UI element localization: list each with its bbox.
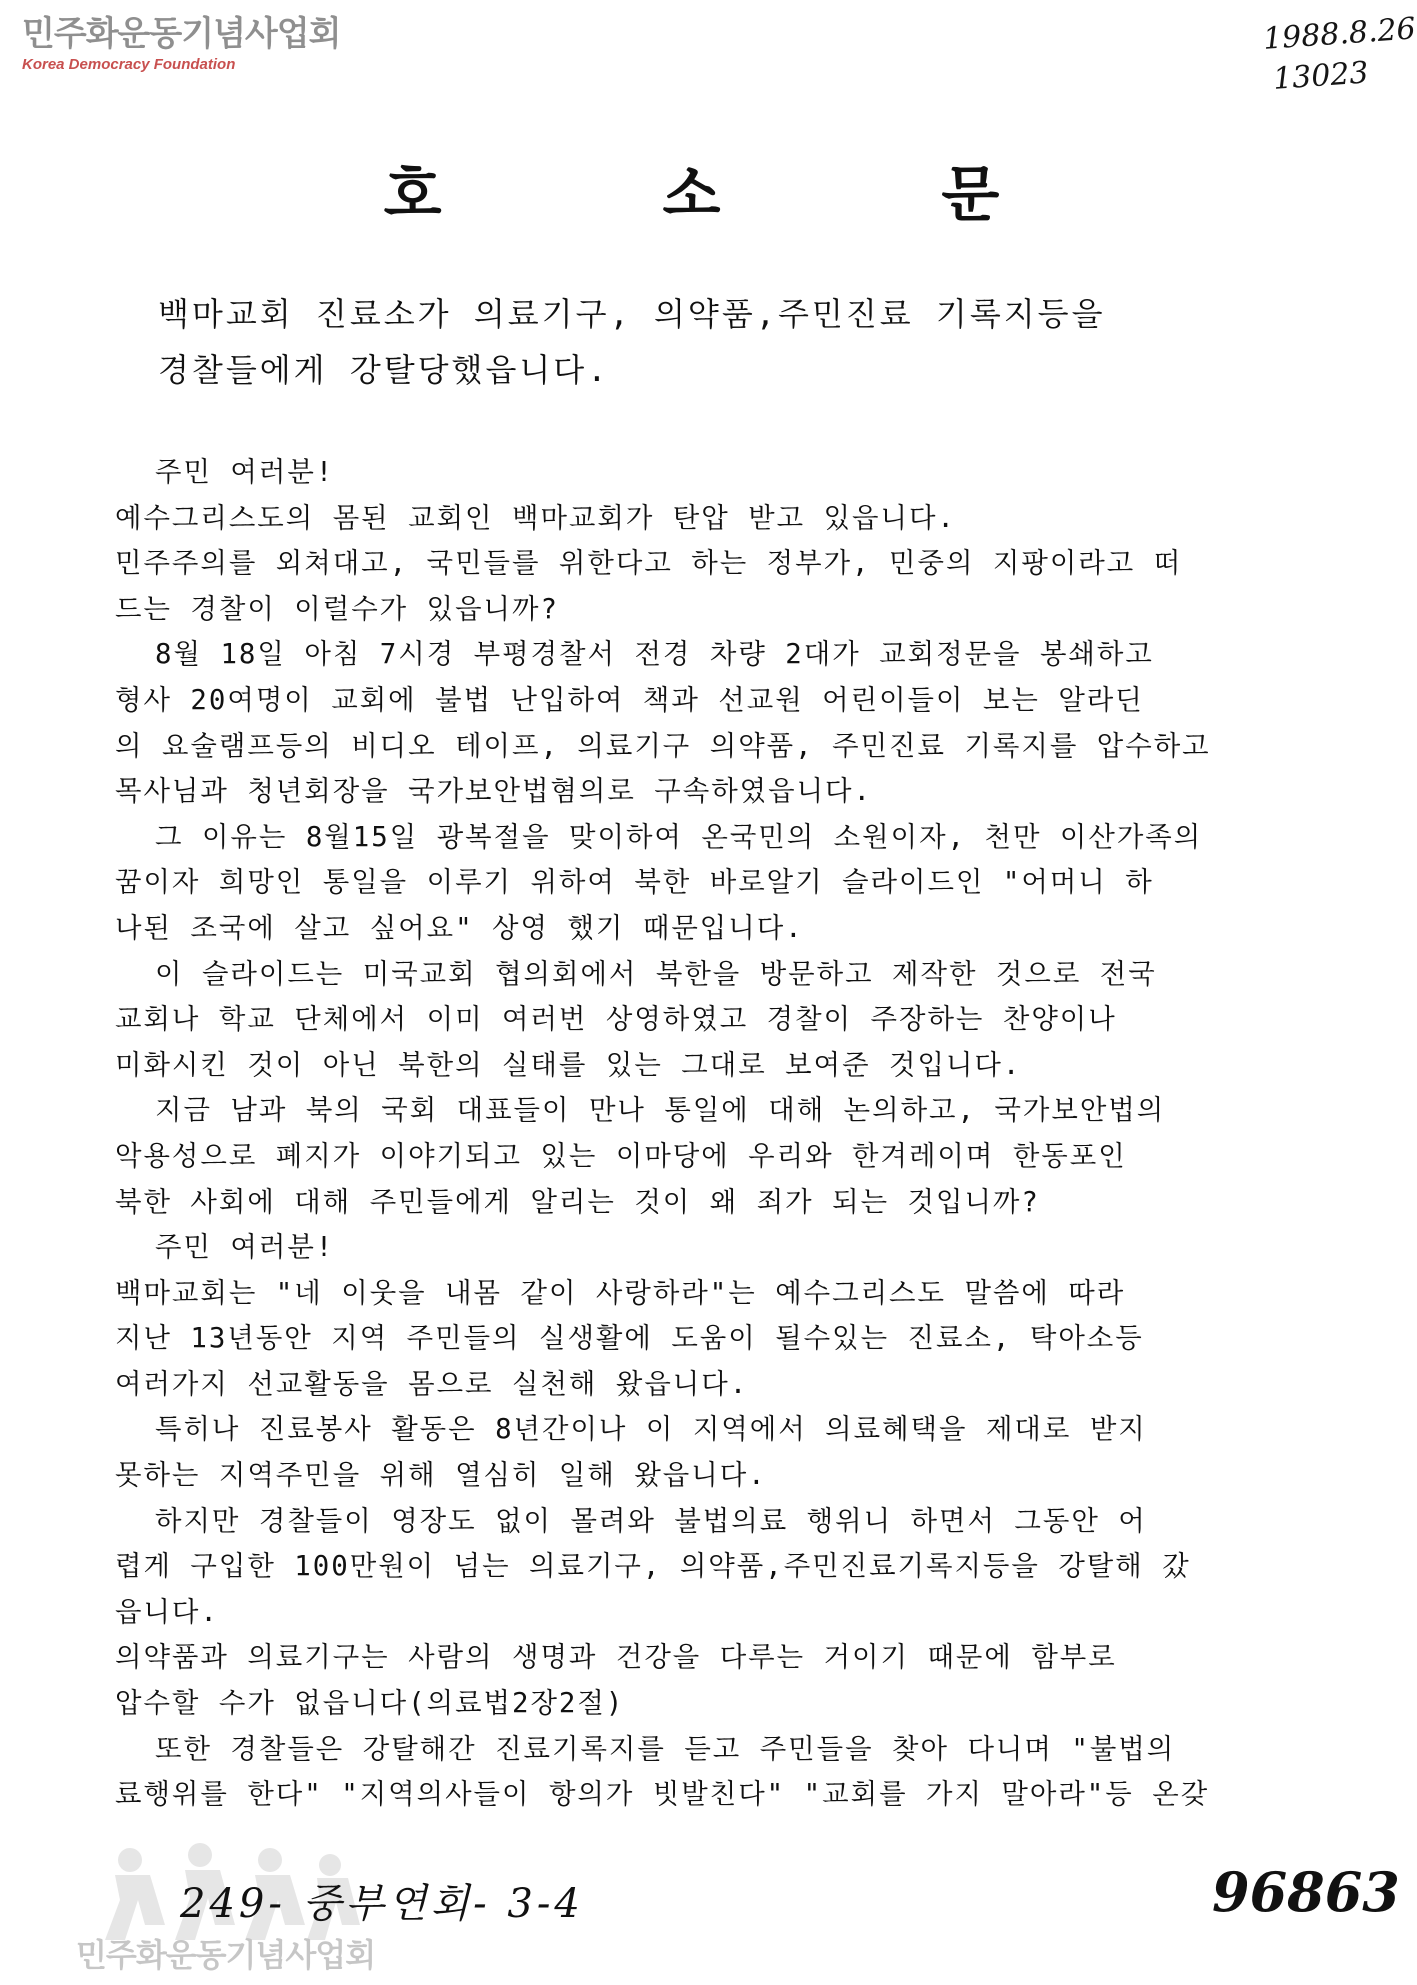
- body-line: 여러가지 선교활동을 몸으로 실천해 왔읍니다.: [115, 1368, 749, 1400]
- body-line: 주민 여러분!: [155, 457, 335, 488]
- intro-statement: [158, 286, 1198, 398]
- body-line: 그 이유는 8월15일 광복절을 맞이하여 온국민의 소원이자, 천만 이산가족의: [155, 821, 1203, 853]
- logo-korean-text: 민주화운동기념사업회: [22, 14, 341, 54]
- body-line: 꿈이자 희망인 통일을 이루기 위하여 북한 바로알기 슬라이드인 "어머니 하: [115, 867, 1154, 899]
- handwritten-date: 1988.8.26: [1262, 11, 1417, 57]
- body-line: 백마교회는 "네 이웃을 내몸 같이 사랑하라"는 예수그리스도 말씀에 따라: [115, 1277, 1126, 1309]
- body-line: 의약품과 의료기구는 사람의 생명과 건강을 다루는 거이기 때문에 함부로: [115, 1642, 1117, 1674]
- handwritten-archive-number: 13023: [1272, 55, 1370, 97]
- body-line: 미화시킨 것이 아닌 북한의 실태를 있는 그대로 보여준 것입니다.: [115, 1049, 1022, 1081]
- body-line: 의 요술램프등의 비디오 테이프, 의료기구 의약품, 주민진료 기록지를 압수하고: [115, 730, 1211, 762]
- body-line: 또한 경찰들은 강탈해간 진료기록지를 듣고 주민들을 찾아 다니며 "불법의: [155, 1733, 1176, 1765]
- body-line: 악용성으로 폐지가 이야기되고 있는 이마당에 우리와 한겨레이며 한동포인: [115, 1140, 1127, 1172]
- document-title: 호 소 문: [383, 160, 1100, 230]
- body-line: 주민 여러분!: [155, 1232, 335, 1264]
- body-line: 이 슬라이드는 미국교회 협의회에서 북한을 방문하고 제작한 것으로 전국: [155, 958, 1157, 990]
- body-line: 드는 경찰이 이럴수가 있읍니까?: [115, 593, 559, 625]
- body-line: 나된 조국에 살고 싶어요" 상영 했기 때문입니다.: [115, 912, 804, 944]
- logo-english-text: Korea Democracy Foundation: [22, 56, 236, 73]
- body-line: 특히나 진료봉사 활동은 8년간이나 이 지역에서 의료혜택을 제대로 받지: [155, 1414, 1147, 1446]
- body-line: 압수할 수가 없읍니다(의료법2장2절): [115, 1688, 625, 1720]
- body-line: 렵게 구입한 100만원이 넘는 의료기구, 의약품,주민진료기록지등을 강탈해 갔: [115, 1551, 1191, 1583]
- body-line: 하지만 경찰들이 영장도 없이 몰려와 불법의료 행위니 하면서 그동안 어: [155, 1505, 1147, 1537]
- foundation-logo: [22, 14, 340, 74]
- body-line: 북한 사회에 대해 주민들에게 알리는 것이 왜 죄가 되는 것입니까?: [115, 1186, 1040, 1218]
- body-line: 8월 18일 아침 7시경 부평경찰서 전경 차량 2대가 교회정문을 봉쇄하고: [155, 639, 1154, 671]
- document-body: [115, 450, 1235, 1818]
- body-line: 예수그리스도의 몸된 교회인 백마교회가 탄압 받고 있읍니다.: [115, 502, 956, 534]
- body-line: 형사 20여명이 교회에 불법 난입하여 책과 선교원 어린이들이 보는 알라딘: [115, 684, 1144, 716]
- body-line: 료행위를 한다" "지역의사들이 항의가 빗발친다" "교회를 가지 말아라"등 온갖: [115, 1779, 1210, 1811]
- intro-line: 백마교회 진료소가 의료기구, 의약품,주민진료 기록지등을: [158, 295, 1106, 333]
- handwritten-page-number: 96863: [1212, 1860, 1400, 1924]
- body-line: 지금 남과 북의 국회 대표들이 만나 통일에 대해 논의하고, 국가보안법의: [155, 1095, 1166, 1127]
- handwritten-file-code: 249- 중부연회- 3-4: [180, 1881, 584, 1927]
- intro-line: 경찰들에게 강탈당했읍니다.: [158, 351, 610, 389]
- body-line: 목사님과 청년회장을 국가보안법혐의로 구속하였읍니다.: [115, 776, 872, 808]
- watermark-text: 민주화운동기념사업회: [76, 1936, 376, 1974]
- body-line: 못하는 지역주민을 위해 열심히 일해 왔읍니다.: [115, 1460, 767, 1492]
- body-line: 지난 13년동안 지역 주민들의 실생활에 도움이 될수있는 진료소, 탁아소등: [115, 1323, 1144, 1355]
- body-line: 읍니다.: [115, 1596, 219, 1628]
- body-line: 교회나 학교 단체에서 이미 여러번 상영하였고 경찰이 주장하는 찬양이나: [115, 1004, 1117, 1036]
- body-line: 민주주의를 외쳐대고, 국민들를 위한다고 하는 정부가, 민중의 지팡이라고 떠: [115, 548, 1183, 580]
